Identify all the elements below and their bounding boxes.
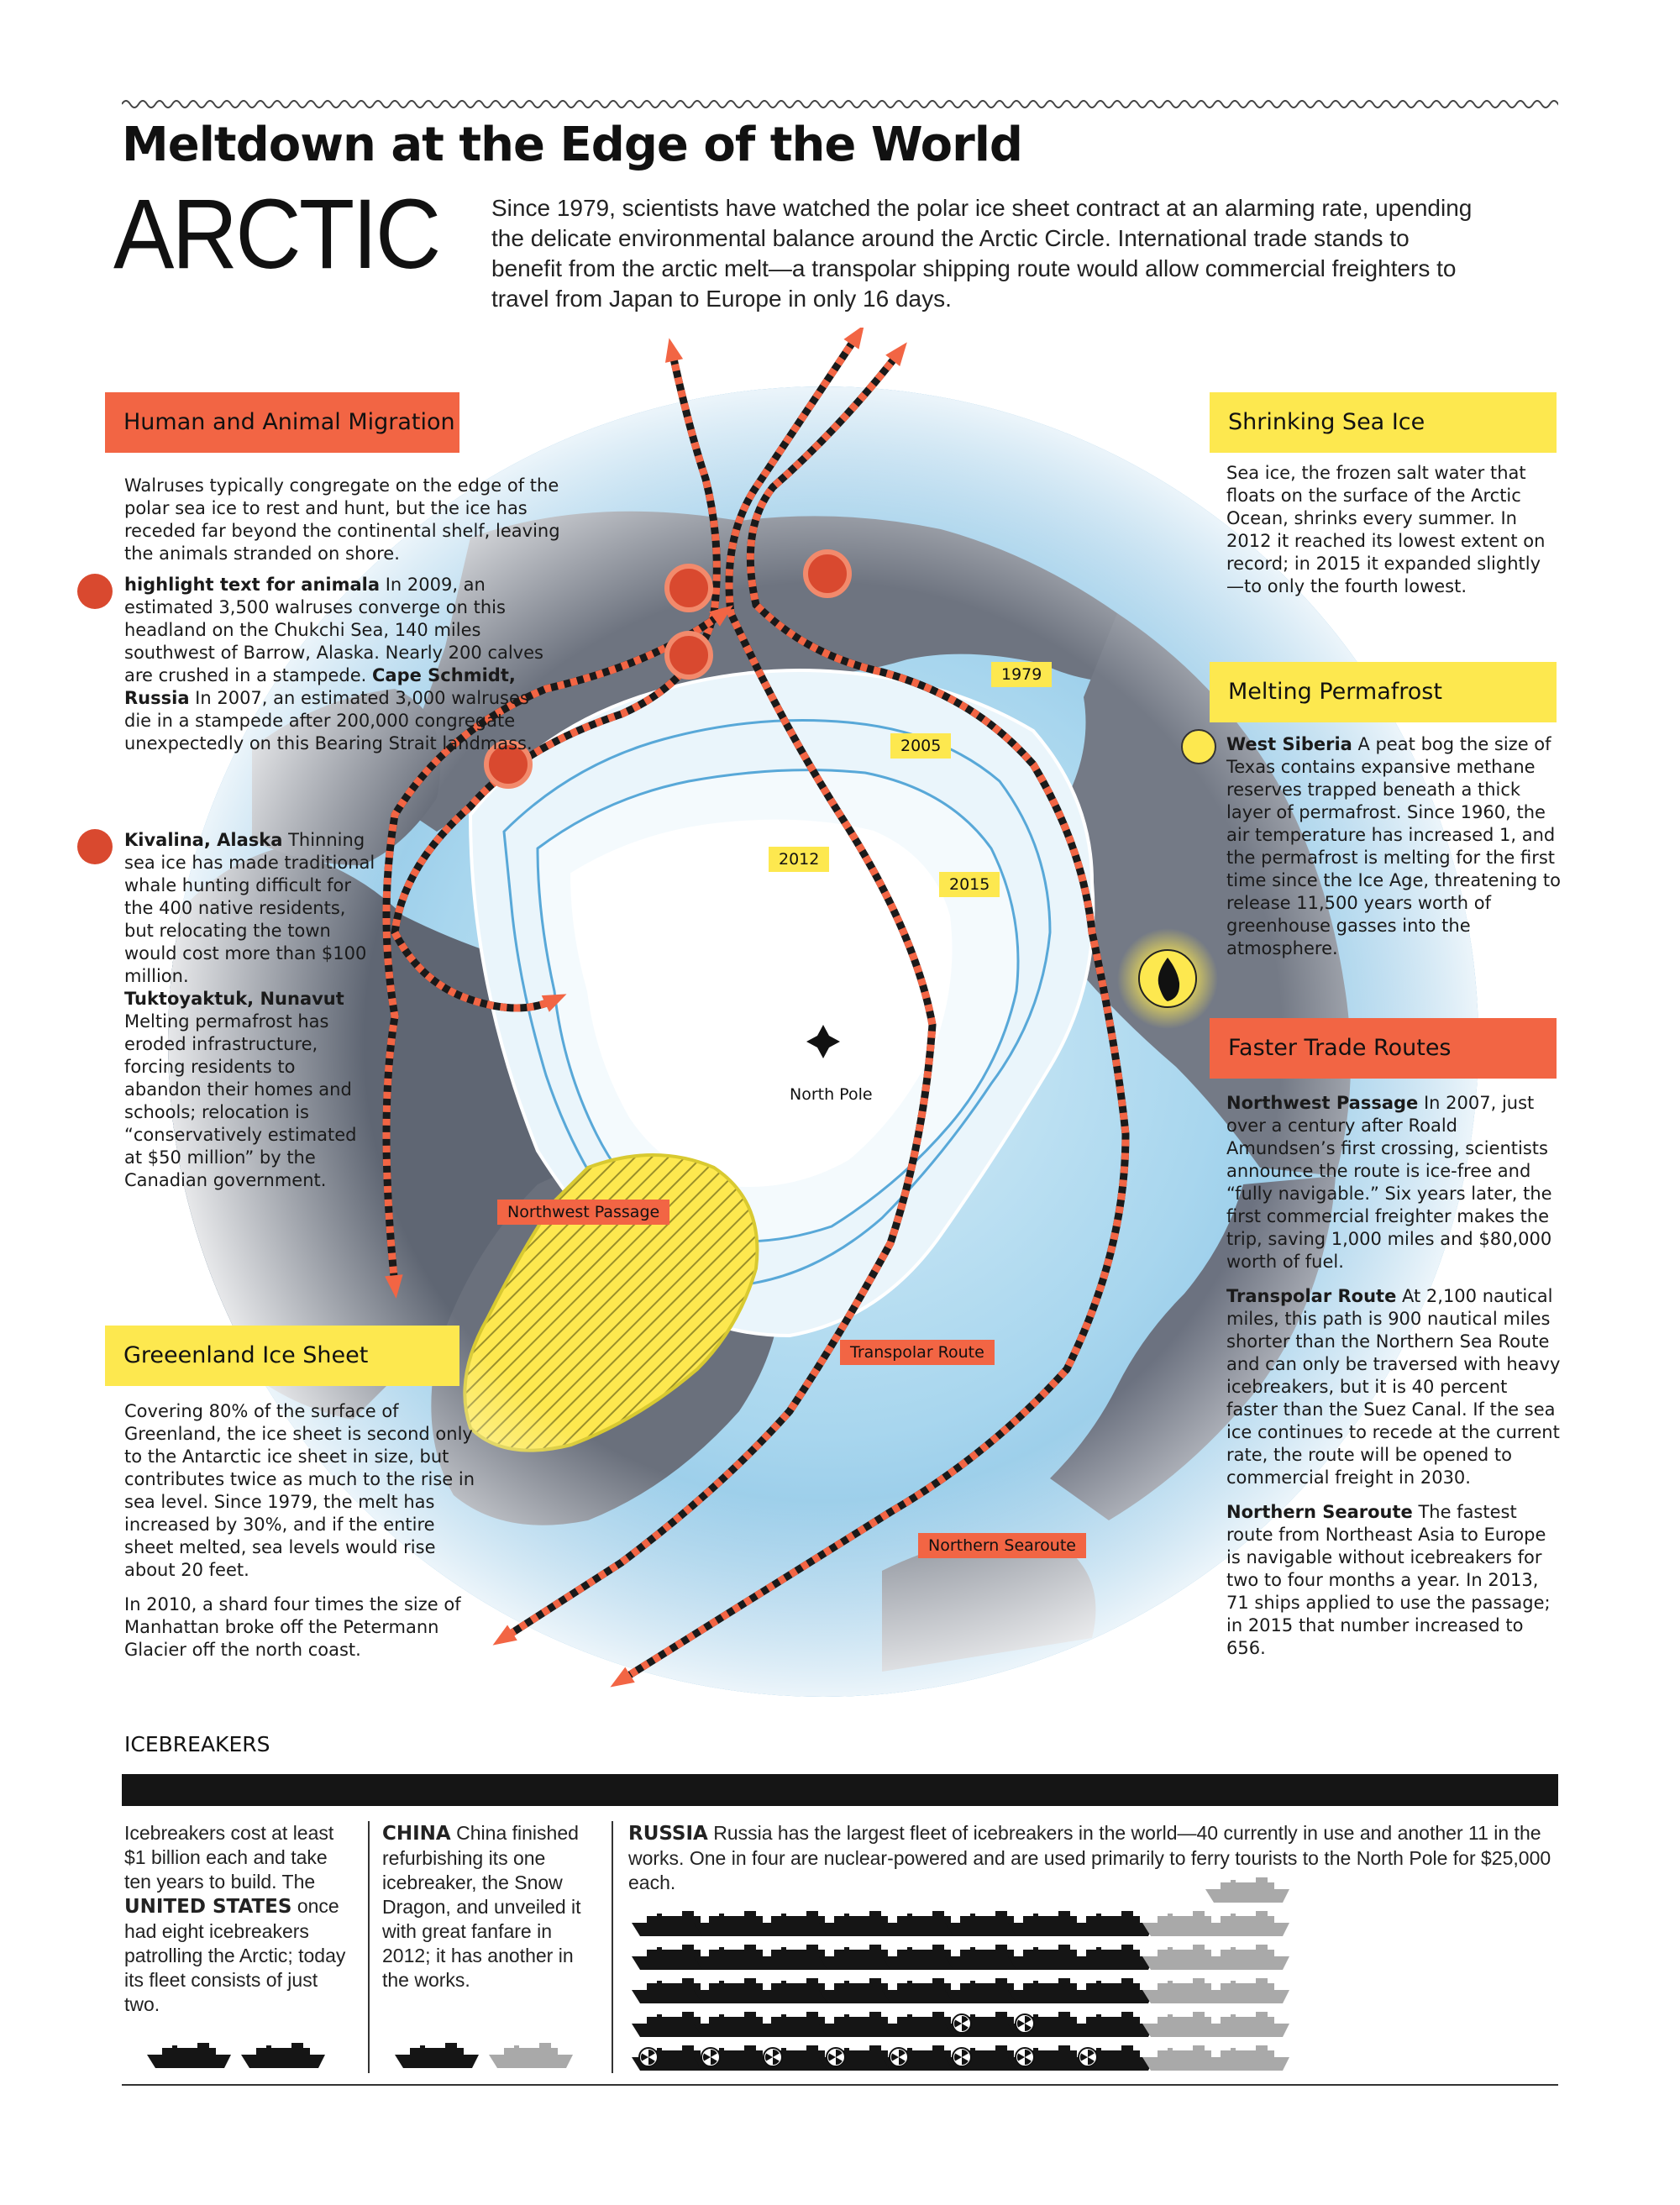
russia-icebreaker	[1071, 1945, 1155, 1970]
russia-icebreaker	[1071, 2045, 1155, 2071]
sea-ice-heading: Shrinking Sea Ice	[1210, 392, 1557, 453]
china-text: CHINA China finished refurbishing its one icebreaker, the Snow Dragon, and unveiled it with great fanfare in 2012; it has another in the works.	[382, 1822, 581, 1991]
russia-icebreaker-planned	[1205, 2045, 1289, 2071]
label-2012: 2012	[769, 847, 829, 872]
us-icebreaker	[241, 2043, 325, 2068]
walrus-lead: highlight text for animala	[124, 575, 381, 595]
migration-intro: Walruses typically congregate on the edge of the polar sea ice to rest and hunt, but the ice has receded far beyond the continental shelf, leaving the animals stranded on shore.	[124, 475, 560, 564]
route-arrowhead	[665, 338, 683, 362]
russia-icebreaker	[1071, 2012, 1155, 2037]
russia-icebreaker-planned	[1205, 1945, 1289, 1970]
china-icebreaker	[395, 2043, 479, 2068]
icebreakers-heading: ICEBREAKERS	[124, 1732, 270, 1756]
icebreakers-bar	[122, 1774, 1558, 1806]
label-northwest-passage: Northwest Passage	[497, 1200, 669, 1225]
migration-heading: Human and Animal Migration	[105, 392, 459, 453]
walrus-paragraph: highlight text for animala In 2009, an estimated 3,500 walruses converge on this headland on the Chukchi Sea, 140 miles southwest of Barrow, Alaska. Nearly 200 calves are crushed in a stampede. Cape Schmidt, Russia In 2007, an estimated 3,000 walruses die in a stampede after 200,000 congregate unexpectedly on this Bearing Strait landmass.	[124, 575, 543, 753]
icebreaker-fleets	[0, 1856, 1680, 2083]
russia-text: RUSSIA Russia has the largest fleet of icebreakers in the world—40 currently in use and another 11 in the works. One in four are nuclear-powered and are used primarily to ferry tourists to the North Pole for $25,000 each.	[628, 1822, 1551, 1893]
russia-icebreaker-planned	[1205, 1911, 1289, 1936]
russia-icebreaker-planned	[1205, 1978, 1289, 2003]
permafrost-text: West Siberia A peat bog the size of Texas contains expansive methane reserves trapped beneath a thick layer of permafrost. Since 1960, the air temperature has increased 1, and the permafrost is melting for the first time since the Ice Age, threatening to release 11,500 years worth of greenhouse gasses into the atmosphere.	[1226, 734, 1561, 958]
trade-text: Northwest Passage In 2007, just over a century after Roald Amundsen’s first crossing, scientists announce the route is ice-free and “fully navigable.” Six years later, the first commercial freighter makes the trip, saving 1,000 miles and $80,000 worth of fuel. Transpolar Route At 2,100 nautical miles, this path is 900 nautical miles shorter than the Northern Sea Route and can only be traversed with heavy icebreakers, but it is 40 percent faster than the Suez Canal. If the sea ice continues to recede at the current rate, the route will be opened to commercial freight in 2030. Northern Searoute The fastest route from Northeast Asia to Europe is navigable without icebreakers for two to four months a year. In 2013, 71 ships applied to use the passage; in 2015 that number increased to 656.	[1226, 1093, 1561, 1658]
russia-icebreaker	[1071, 1911, 1155, 1936]
bottom-rule	[122, 2084, 1558, 2086]
person-icon-map-1	[667, 566, 711, 610]
permafrost-heading: Melting Permafrost	[1210, 662, 1557, 722]
person-icon	[77, 829, 113, 864]
walrus-icon-map-1	[806, 552, 849, 596]
label-northern-searoute: Northern Searoute	[918, 1533, 1086, 1558]
intro-text: Since 1979, scientists have watched the polar ice sheet contract at an alarming rate, upending the delicate environmental balance around the Arctic Circle. International trade stands to benefit from the arctic melt—a transpolar shipping route would allow commercial freighters to travel from Japan to Europe in only 16 days.	[491, 195, 1473, 312]
page-title: Meltdown at the Edge of the World	[122, 118, 1022, 172]
trade-heading: Faster Trade Routes	[1210, 1018, 1557, 1079]
us-text: Icebreakers cost at least $1 billion each and take ten years to build. The UNITED STATES once had eight icebreakers patrolling the Arctic; today its fleet consists of just two.	[124, 1822, 346, 2015]
greenland-heading: Greeenland Ice Sheet	[105, 1326, 459, 1386]
russia-icebreaker-planned	[1205, 2012, 1289, 2037]
russia-icebreaker-planned	[1205, 1877, 1289, 1903]
china-icebreaker-planned	[489, 2043, 573, 2068]
flame-icon	[1181, 729, 1216, 764]
region-title: ARCTIC	[113, 179, 439, 290]
label-2005: 2005	[890, 733, 951, 759]
sea-ice-text: Sea ice, the frozen salt water that floats on the surface of the Arctic Ocean, shrinks every summer. In 2012 it reached its lowest extent on record; in 2015 it expanded slightly—to only the fourth lowest.	[1226, 463, 1546, 596]
label-1979: 1979	[991, 662, 1052, 687]
kivalina-paragraph: Kivalina, Alaska Thinning sea ice has made traditional whale hunting difficult for the 400 native residents, but relocating the town would cost more than $100 million. Tuktoyaktuk, Nunavut Melting permafrost has eroded infrastructure, forcing residents to abandon their homes and schools; relocation is “conservatively estimated at $50 million” by the Canadian government.	[124, 830, 375, 1190]
us-icebreaker	[147, 2043, 231, 2068]
greenland-text: Covering 80% of the surface of Greenland, the ice sheet is second only to the Antarctic ice sheet in size, but contributes twice as much to the rise in sea level. Since 1979, the melt has increased by 30%, and if the entire sheet melted, sea levels would rise about 20 feet. In 2010, a shard four times the size of Manhattan broke off the Petermann Glacier off the north coast.	[124, 1401, 475, 1660]
label-2015: 2015	[939, 872, 1000, 897]
north-pole-label: North Pole	[790, 1085, 873, 1104]
wavy-rule	[122, 94, 1558, 114]
russia-icebreaker	[1071, 1978, 1155, 2003]
walrus-icon	[77, 574, 113, 609]
label-transpolar-route: Transpolar Route	[840, 1340, 995, 1365]
walrus-icon-map-2	[667, 633, 711, 677]
